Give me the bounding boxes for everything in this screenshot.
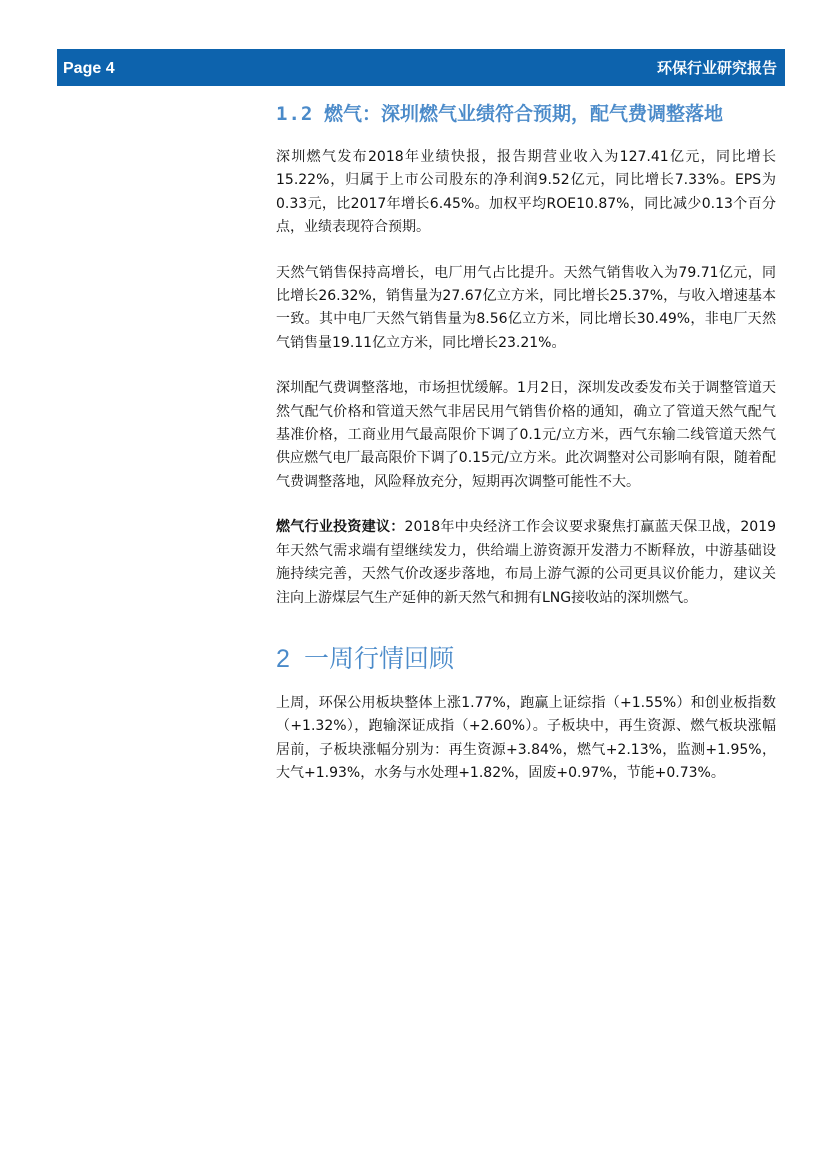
section-2-heading	[276, 644, 776, 674]
section-2-number: 2	[276, 644, 290, 673]
section-2-title: 一周行情回顾	[304, 643, 455, 673]
page-header-bar	[57, 49, 785, 86]
section-1-2-heading	[276, 101, 776, 127]
paragraph-distribution-fee: 深圳配气费调整落地，市场担忧缓解。1月2日，深圳发改委发布关于调整管道天然气配气价格和管道天然气非居民用气销售价格的通知，确立了管道天然气配气基准价格，工商业用气最高限价下调了0.1元/立方米，西气东输二线管道天然气供应燃气电厂最高限价下调了0.15元/立方米。此次调整对公司影响有限，随着配气费调整落地，风险释放充分，短期再次调整可能性不大。	[276, 380, 776, 490]
investment-advice-text: 2018年中央经济工作会议要求聚焦打赢蓝天保卫战，2019年天然气需求端有望继续发力，供给端上游资源开发潜力不断释放，中游基础设施持续完善，天然气价改逐步落地，布局上游气源的公司更具议价能力，建议关注向上游煤层气生产延伸的新天然气和拥有LNG接收站的深圳燃气。	[276, 519, 777, 606]
section-1-2-number: 1.2	[276, 103, 314, 125]
page-content	[276, 101, 776, 808]
paragraph-earnings: 深圳燃气发布2018年业绩快报，报告期营业收入为127.41亿元，同比增长15.22%，归属于上市公司股东的净利润9.52亿元，同比增长7.33%。EPS为0.33元，比2017年增长6.45%。加权平均ROE10.87%，同比减少0.13个百分点，业绩表现符合预期。	[276, 149, 776, 236]
page-number-label: Page 4	[63, 60, 115, 77]
report-title: 环保行业研究报告	[656, 59, 777, 77]
paragraph-weekly-review: 上周，环保公用板块整体上涨1.77%，跑赢上证综指（+1.55%）和创业板指数（+1.32%），跑输深证成指（+2.60%）。子板块中，再生资源、燃气板块涨幅居前，子板块涨幅分别为：再生资源+3.84%，燃气+2.13%，监测+1.95%，大气+1.93%，水务与水处理+1.82%，固废+0.97%，节能+0.73%。	[276, 694, 776, 782]
paragraph-investment-advice	[276, 516, 776, 610]
investment-advice-label: 燃气行业投资建议：	[276, 519, 405, 536]
section-1-2-title: 燃气：深圳燃气业绩符合预期，配气费调整落地	[324, 103, 724, 125]
paragraph-gas-sales: 天然气销售保持高增长，电厂用气占比提升。天然气销售收入为79.71亿元，同比增长26.32%，销售量为27.67亿立方米，同比增长25.37%，与收入增速基本一致。其中电厂天然气销售量为8.56亿立方米，同比增长30.49%，非电厂天然气销售量19.11亿立方米，同比增长23.21%。	[276, 264, 776, 351]
